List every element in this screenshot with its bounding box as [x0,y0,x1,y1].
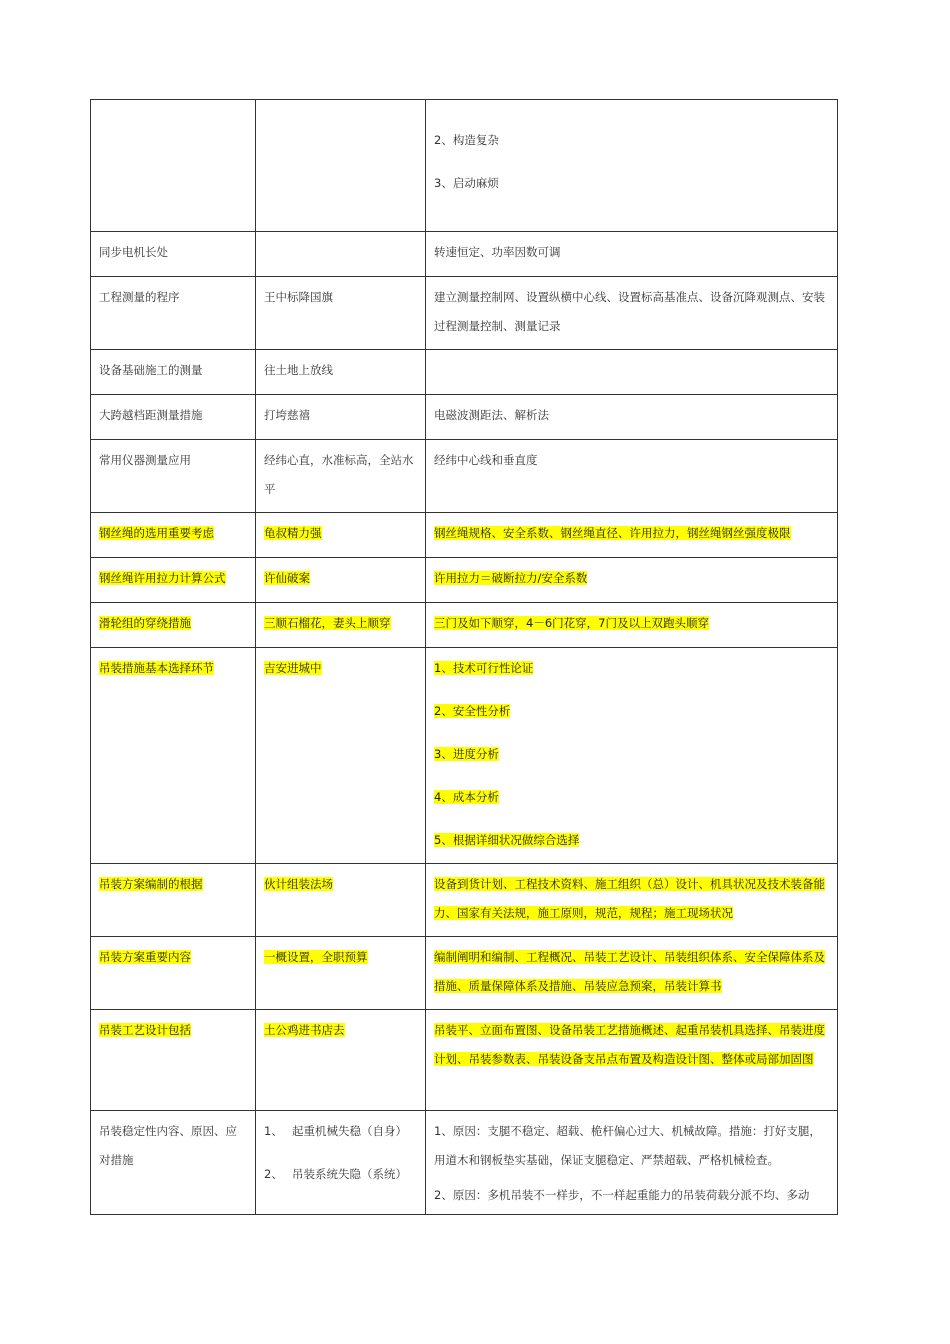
table-row [91,1010,838,1111]
content-line: 3、启动麻烦 [434,176,499,190]
highlighted-text: 伙计组装法场 [264,877,333,891]
table-row [91,277,838,350]
highlighted-text: 滑轮组的穿绕措施 [99,616,191,630]
document-table [90,99,838,1215]
cell-mnemonic: 经纬心直，水准标高，全站水平 [256,440,426,513]
cell-content [426,1010,838,1111]
table-row [91,100,838,232]
table-row [91,395,838,440]
highlighted-text: 钢丝绳规格、安全系数、钢丝绳直径、许用拉力，钢丝绳钢丝强度极限 [434,526,791,540]
cell-topic [91,558,256,603]
highlighted-text: 三顺石榴花，妻头上顺穿 [264,616,391,630]
cell-content [426,864,838,937]
table-row [91,513,838,558]
table-row [91,558,838,603]
cell-mnemonic [256,603,426,648]
cell-content [426,100,838,232]
cell-topic: 吊装稳定性内容、原因、应对措施 [91,1111,256,1215]
cell-mnemonic [256,648,426,864]
table-row [91,937,838,1010]
highlighted-text: 吊装工艺设计包括 [99,1023,191,1037]
content-line: 2、构造复杂 [434,133,499,147]
highlighted-text: 龟叔精力强 [264,526,322,540]
table-row [91,1111,838,1215]
highlighted-text: 1、技术可行性论证 [434,661,534,675]
cell-topic [91,937,256,1010]
highlighted-text: 编制阐明和编制、工程概况、吊装工艺设计、吊装组织体系、安全保障体系及措施、质量保障体系及措施、吊装应急预案，吊装计算书 [434,950,825,993]
table-row [91,648,838,864]
highlighted-text: 2、安全性分析 [434,704,511,718]
cell-mnemonic [256,864,426,937]
cell-content: 电磁波测距法、解析法 [426,395,838,440]
cell-topic [91,864,256,937]
list-text: 起重机械失稳（自身） [292,1124,407,1138]
highlighted-text: 吊装平、立面布置图、设备吊装工艺措施概述、起重吊装机具选择、吊装进度计划、吊装参数表、吊装设备支吊点布置及构造设计图、整体或局部加固图 [434,1023,825,1066]
list-number: 1、 [264,1124,283,1138]
cell-mnemonic [256,513,426,558]
highlighted-text: 设备到货计划、工程技术资料、施工组织（总）设计、机具状况及技术装备能力、国家有关法规，施工原则，规范，规程；施工现场状况 [434,877,825,920]
cell-content [426,513,838,558]
highlighted-text: 一概设置，全职预算 [264,950,368,964]
content-line: 2、原因：多机吊装不一样步，不一样起重能力的吊装荷载分派不均、多动 [434,1188,810,1202]
table-row [91,350,838,395]
highlighted-text: 4、成本分析 [434,790,499,804]
list-number: 2、 [264,1167,283,1181]
table-row [91,232,838,277]
table-row [91,440,838,513]
cell-topic [91,1010,256,1111]
cell-topic: 设备基础施工的测量 [91,350,256,395]
cell-mnemonic [256,558,426,603]
list-text: 吊装系统失隐（系统） [292,1167,407,1181]
cell-topic: 同步电机长处 [91,232,256,277]
highlighted-text: 吊装方案重要内容 [99,950,191,964]
cell-content [426,1111,838,1215]
cell-content: 经纬中心线和垂直度 [426,440,838,513]
highlighted-text: 钢丝绳许用拉力计算公式 [99,571,226,585]
cell-mnemonic [256,937,426,1010]
highlighted-text: 土公鸡进书店去 [264,1023,345,1037]
cell-topic: 工程测量的程序 [91,277,256,350]
highlighted-text: 吉安进城中 [264,661,322,675]
highlighted-text: 钢丝绳的选用重要考虑 [99,526,214,540]
highlighted-text: 5、根据详细状况做综合选择 [434,833,580,847]
cell-content: 建立测量控制网、设置纵横中心线、设置标高基准点、设备沉降观测点、安装过程测量控制、测量记录 [426,277,838,350]
cell-mnemonic: 往土地上放线 [256,350,426,395]
cell-topic: 大跨越档距测量措施 [91,395,256,440]
highlighted-text: 三门及如下顺穿，4－6门花穿，7门及以上双跑头顺穿 [434,616,709,630]
highlighted-text: 吊装措施基本选择环节 [99,661,214,675]
highlighted-text: 许用拉力＝破断拉力/安全系数 [434,571,588,585]
highlighted-text: 3、进度分析 [434,747,499,761]
cell-topic [91,513,256,558]
cell-mnemonic [256,1111,426,1215]
cell-content [426,350,838,395]
cell-mnemonic [256,100,426,232]
content-line: 1、原因：支腿不稳定、超载、桅杆偏心过大、机械故障。措施：打好支腿，用道木和钢板垫实基础，保证支腿稳定、严禁超载、严格机械检查。 [434,1124,821,1167]
table-row [91,603,838,648]
table-row [91,864,838,937]
cell-topic [91,100,256,232]
cell-mnemonic [256,232,426,277]
cell-topic: 常用仪器测量应用 [91,440,256,513]
cell-content [426,648,838,864]
cell-mnemonic: 打垮慈禧 [256,395,426,440]
cell-content [426,558,838,603]
cell-content: 转速恒定、功率因数可调 [426,232,838,277]
cell-mnemonic [256,1010,426,1111]
cell-mnemonic: 王中标降国旗 [256,277,426,350]
highlighted-text: 许仙破案 [264,571,310,585]
highlighted-text: 吊装方案编制的根据 [99,877,203,891]
cell-content [426,603,838,648]
cell-content [426,937,838,1010]
cell-topic [91,648,256,864]
cell-topic [91,603,256,648]
